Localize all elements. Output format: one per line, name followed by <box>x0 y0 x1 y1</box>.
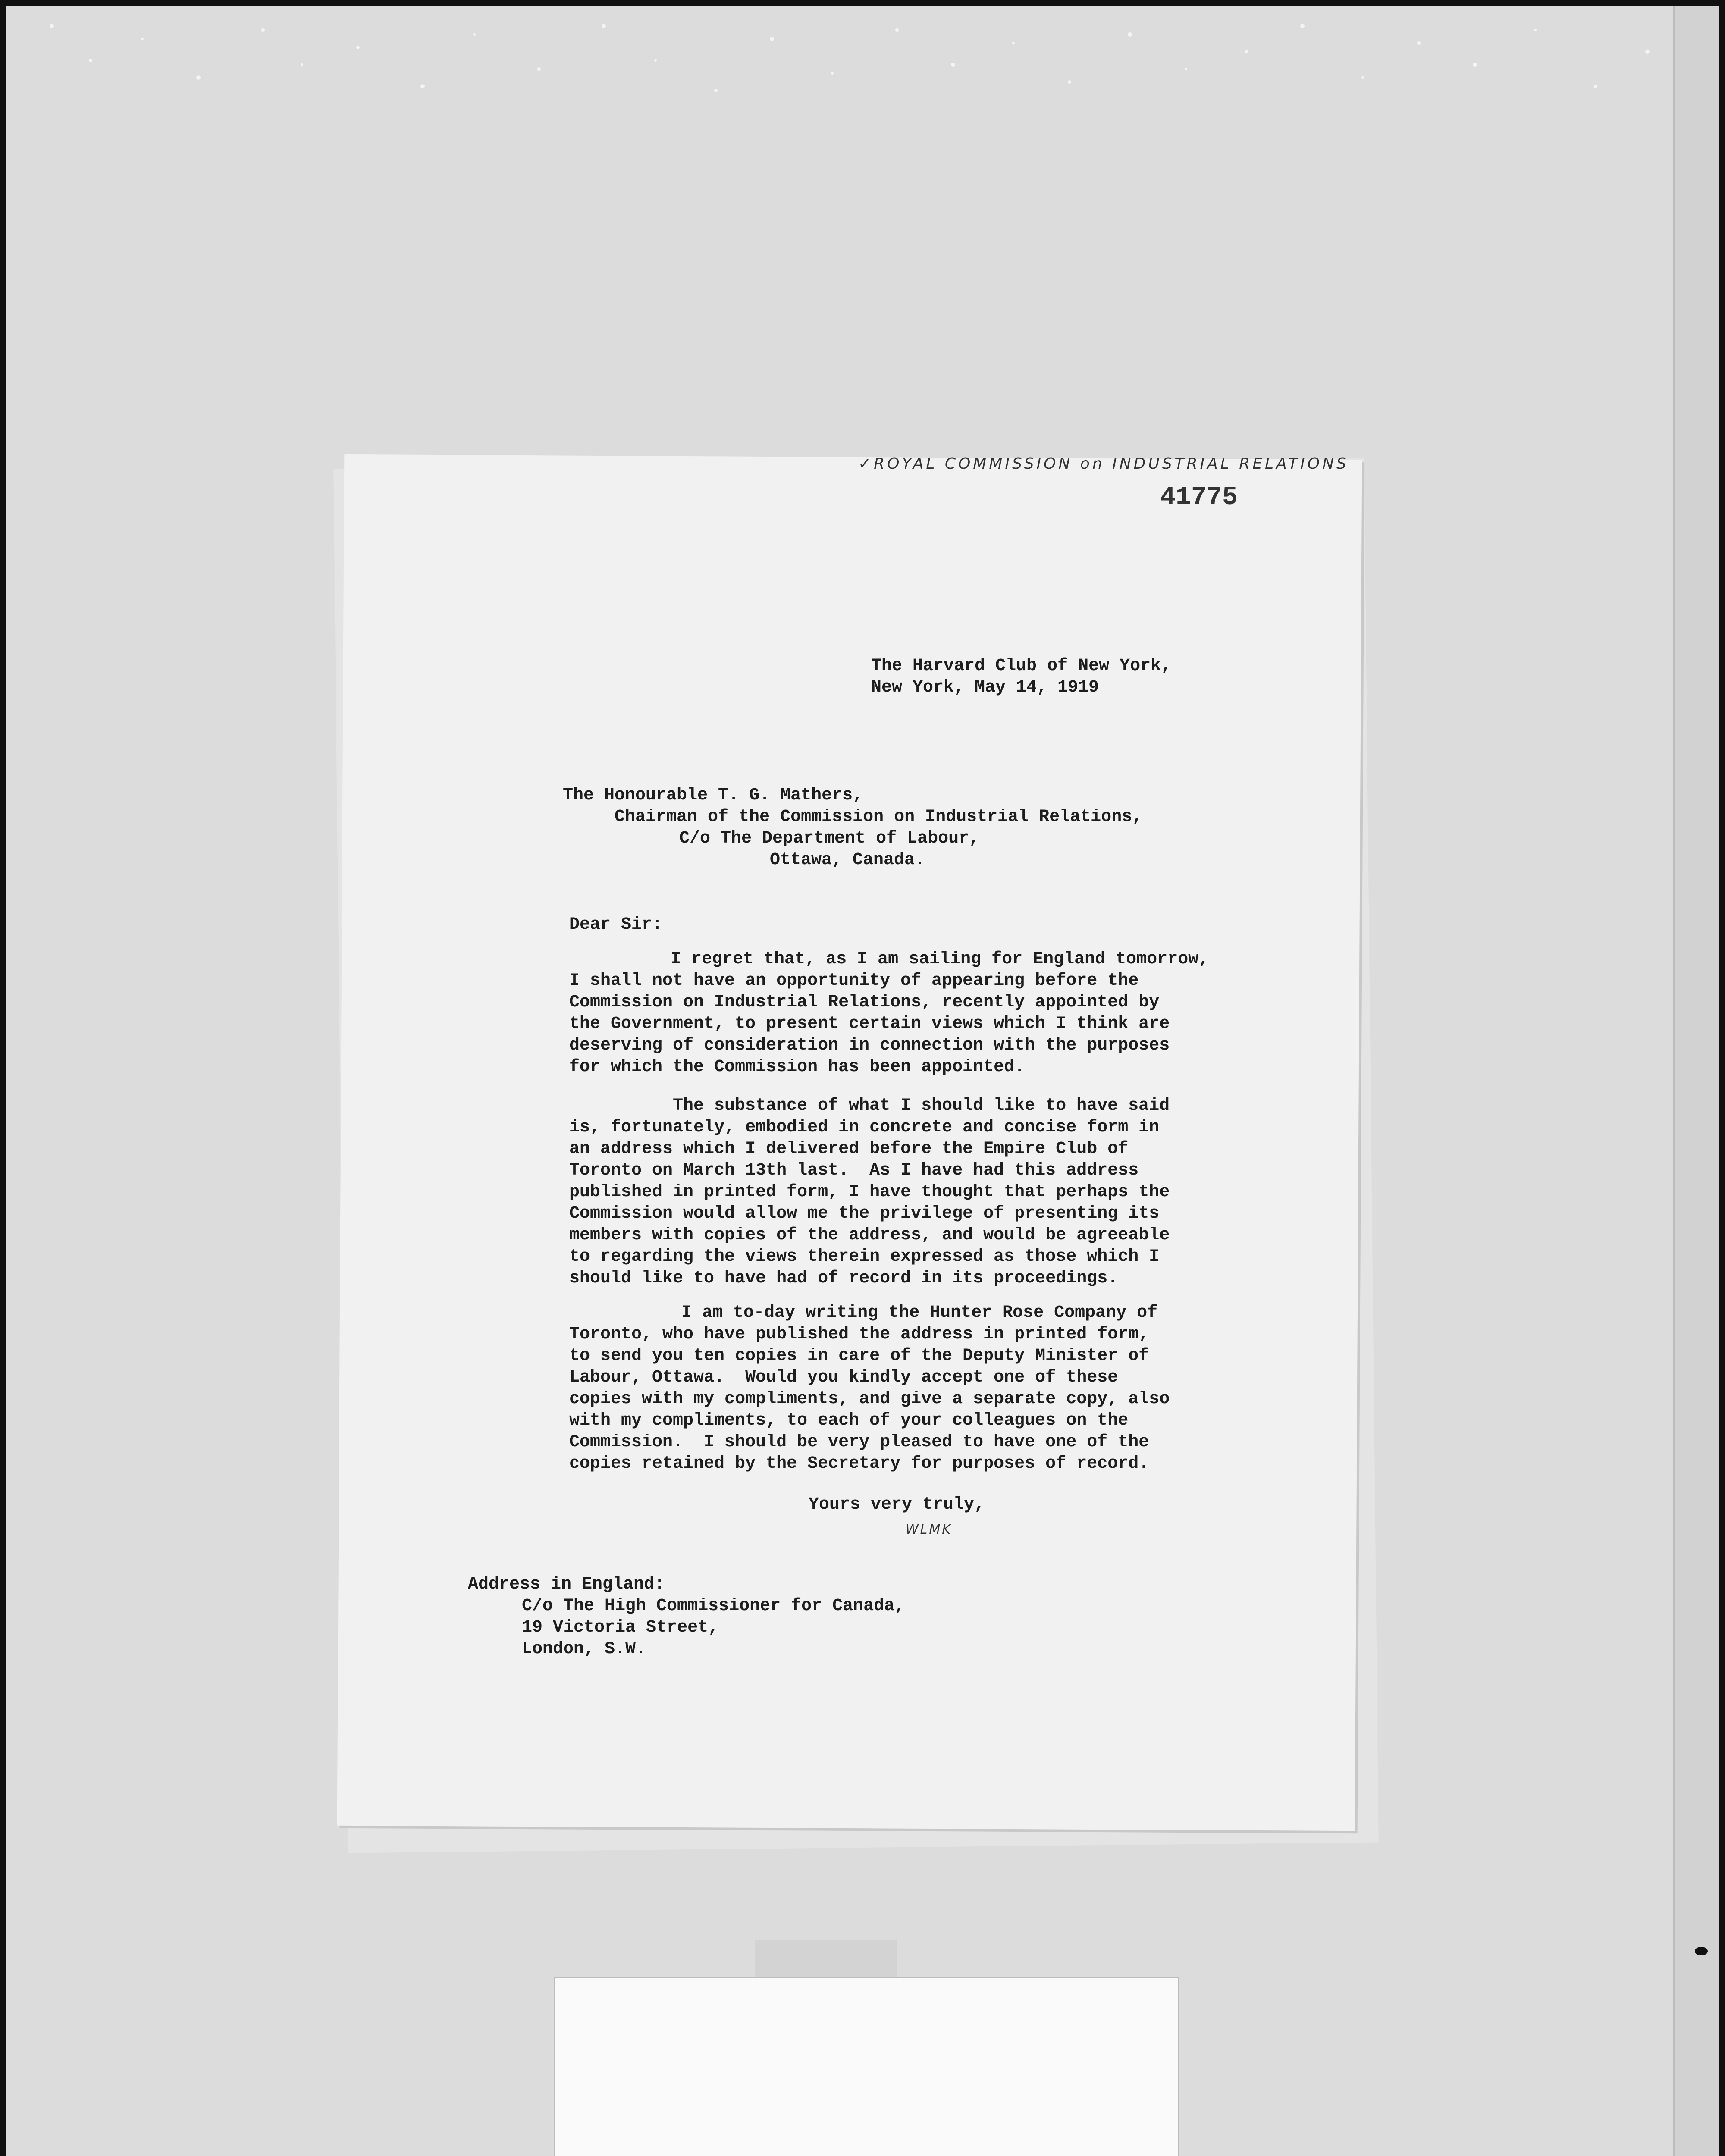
para3-line-1: I am to-day writing the Hunter Rose Company of <box>681 1303 1158 1322</box>
para1-line-5: deserving of consideration in connection with the purposes <box>569 1036 1170 1055</box>
para3-line-2: Toronto, who have published the address in printed form, <box>569 1325 1149 1344</box>
para3-line-5: copies with my compliments, and give a separate copy, also <box>569 1389 1170 1409</box>
file-number: 41775 <box>1160 483 1238 512</box>
para2-line-2: is, fortunately, embodied in concrete and concise form in <box>569 1118 1160 1137</box>
address-line-1: C/o The High Commissioner for Canada, <box>522 1596 905 1616</box>
para1-line-1: I regret that, as I am sailing for England tomorrow, <box>671 950 1209 969</box>
address-line-3: London, S.W. <box>522 1639 646 1659</box>
address-heading: Address in England: <box>468 1575 665 1594</box>
volume-label-card <box>554 1977 1179 2156</box>
address-line-2: 19 Victoria Street, <box>522 1618 719 1637</box>
para2-line-8: to regarding the views therein expressed as those which I <box>569 1247 1160 1266</box>
sender-line-2: New York, May 14, 1919 <box>871 678 1099 697</box>
para3-line-3: to send you ten copies in care of the Deputy Minister of <box>569 1346 1149 1366</box>
recipient-line-4: Ottawa, Canada. <box>770 850 925 870</box>
para1-line-6: for which the Commission has been appointed. <box>569 1057 1025 1077</box>
sender-line-1: The Harvard Club of New York, <box>871 656 1172 676</box>
recipient-line-3: C/o The Department of Labour, <box>679 829 980 848</box>
para1-line-4: the Government, to present certain views which I think are <box>569 1014 1170 1034</box>
para2-line-5: published in printed form, I have thought that perhaps the <box>569 1182 1170 1202</box>
salutation: Dear Sir: <box>569 915 663 934</box>
para2-line-6: Commission would allow me the privilege of presenting its <box>569 1204 1160 1223</box>
para3-line-6: with my compliments, to each of your colleagues on the <box>569 1411 1129 1430</box>
closing: Yours very truly, <box>809 1495 985 1514</box>
para3-line-8: copies retained by the Secretary for purposes of record. <box>569 1454 1149 1473</box>
recipient-line-2: Chairman of the Commission on Industrial Relations, <box>615 807 1143 827</box>
para2-line-4: Toronto on March 13th last. As I have had this address <box>569 1161 1139 1180</box>
para2-line-9: should like to have had of record in its proceedings. <box>569 1269 1118 1288</box>
para3-line-7: Commission. I should be very pleased to have one of the <box>569 1432 1149 1452</box>
para2-line-3: an address which I delivered before the Empire Club of <box>569 1139 1129 1159</box>
para2-line-1: The substance of what I should like to have said <box>673 1096 1170 1116</box>
para3-line-4: Labour, Ottawa. Would you kindly accept one of these <box>569 1368 1118 1387</box>
para1-line-3: Commission on Industrial Relations, recently appointed by <box>569 993 1160 1012</box>
para1-line-2: I shall not have an opportunity of appearing before the <box>569 971 1139 990</box>
signature-initials: WLMK <box>906 1522 952 1537</box>
film-edge-mark <box>1695 1947 1708 1955</box>
recipient-line-1: The Honourable T. G. Mathers, <box>563 786 863 805</box>
handwritten-note: ✓ROYAL COMMISSION on INDUSTRIAL RELATIONS <box>858 455 1349 473</box>
para2-line-7: members with copies of the address, and would be agreeable <box>569 1225 1170 1245</box>
